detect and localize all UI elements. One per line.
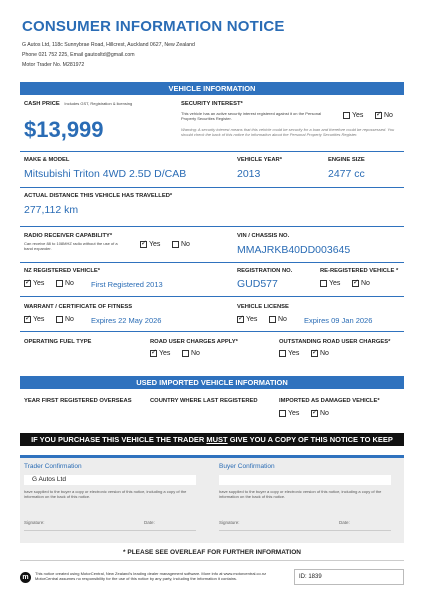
vehicle-year-value: 2013: [237, 168, 261, 180]
buyer-signature-line[interactable]: [219, 530, 391, 531]
buyer-signature-label: Signature:: [219, 520, 240, 525]
security-no-option[interactable]: ✓ No: [375, 112, 393, 119]
divider: [20, 331, 404, 332]
overleaf-notice: * PLEASE SEE OVERLEAF FOR FURTHER INFORMATION: [123, 549, 301, 556]
security-warning: Warning: A security interest means that this vehicle could be security for a loan and therefore could be repossessed. You should check the back of this notice for information about the Personal Property Securities Register.: [181, 127, 395, 137]
wof-yes-option[interactable]: ✓Yes: [24, 316, 44, 323]
damaged-no-checkbox[interactable]: [311, 410, 318, 417]
radio-capability-label: RADIO RECEIVER CAPABILITY*: [24, 233, 113, 239]
ruc-no-option[interactable]: No: [182, 350, 200, 357]
vehicle-year-label: VEHICLE YEAR*: [237, 157, 282, 163]
trader-address: G Autos Ltd, 118c Sunnybrae Road, Hillcrest, Auckland 0627, New Zealand: [22, 42, 195, 48]
distance-label: ACTUAL DISTANCE THIS VEHICLE HAS TRAVELLED*: [24, 193, 173, 199]
vin-value: MMAJRKB40DD003645: [237, 244, 351, 256]
security-interest-label: SECURITY INTEREST*: [181, 101, 243, 107]
divider: [20, 151, 404, 152]
re-registered-yes-checkbox[interactable]: [320, 280, 327, 287]
nz-registered-yes-option[interactable]: ✓Yes: [24, 280, 44, 287]
damaged-yes-option[interactable]: Yes: [279, 410, 299, 417]
licence-yes-option[interactable]: ✓Yes: [237, 316, 257, 323]
copy-notice-bar: IF YOU PURCHASE THIS VEHICLE THE TRADER MUST GIVE YOU A COPY OF THIS NOTICE TO KEEP: [20, 433, 404, 446]
damaged-yes-checkbox[interactable]: [279, 410, 286, 417]
buyer-date-label: Date:: [339, 520, 350, 525]
divider: [20, 226, 404, 227]
radio-no-option[interactable]: No: [172, 241, 190, 248]
licence-no-option[interactable]: No: [269, 316, 287, 323]
country-registered-label: COUNTRY WHERE LAST REGISTERED: [150, 398, 258, 404]
fuel-type-label: OPERATING FUEL TYPE: [24, 339, 92, 345]
ruc-apply-label: ROAD USER CHARGES APPLY*: [150, 339, 238, 345]
outstanding-ruc-yes-option[interactable]: Yes: [279, 350, 299, 357]
trader-signature-label: Signature:: [24, 520, 45, 525]
ruc-yes-checkbox[interactable]: [150, 350, 157, 357]
trader-confirmation-text: have supplied to the buyer a copy or electronic version of this notice, including a copy of the information on the back of this notice.: [24, 489, 187, 499]
damaged-vehicle-label: IMPORTED AS DAMAGED VEHICLE*: [279, 398, 380, 404]
first-registered-value: First Registered 2013: [91, 280, 163, 289]
outstanding-ruc-label: OUTSTANDING ROAD USER CHARGES*: [279, 339, 391, 345]
buyer-confirmation-text: have supplied to the buyer a copy or electronic version of this notice, including a copy of the information on the back of this notice.: [219, 489, 382, 499]
re-registered-label: RE-REGISTERED VEHICLE *: [320, 268, 399, 274]
wof-label: WARRANT / CERTIFICATE OF FITNESS: [24, 304, 133, 310]
nz-registered-label: NZ REGISTERED VEHICLE*: [24, 268, 101, 274]
trader-name-field[interactable]: G Autos Ltd: [24, 475, 196, 485]
engine-size-value: 2477 cc: [328, 168, 365, 180]
ruc-no-checkbox[interactable]: [182, 350, 189, 357]
cash-price-note: Includes GST, Registration & licensing: [64, 101, 133, 106]
cash-price-value: $13,999: [24, 117, 104, 142]
footer-disclaimer: This notice created using MotorCentral, New Zealand's leading dealer management software. More info at www.motorcentral.co.nz MotorCentral assumes no responsibility for the use of this notice by any party, including the information it contains.: [35, 571, 267, 581]
wof-no-checkbox[interactable]: [56, 316, 63, 323]
licence-expiry-value: Expires 09 Jan 2026: [304, 316, 373, 325]
re-registered-yes-option[interactable]: Yes: [320, 280, 340, 287]
imported-info-heading: USED IMPORTED VEHICLE INFORMATION: [20, 376, 404, 389]
year-overseas-label: YEAR FIRST REGISTERED OVERSEAS: [24, 398, 132, 404]
trader-contact: Phone 021 752 225, Email gautosltd@gmail.com: [22, 52, 135, 58]
notice-id: ID: 1839: [294, 569, 404, 585]
engine-size-label: ENGINE SIZE: [328, 157, 365, 163]
security-yes-checkbox[interactable]: [343, 112, 350, 119]
make-model-label: MAKE & MODEL: [24, 157, 70, 163]
licence-yes-checkbox[interactable]: [237, 316, 244, 323]
trader-date-label: Date:: [144, 520, 155, 525]
outstanding-ruc-no-checkbox[interactable]: [311, 350, 318, 357]
radio-yes-option[interactable]: ✓Yes: [140, 241, 160, 248]
security-interest-text: This vehicle has an active security interest registered against it on the Personal Property Securities Register.: [181, 111, 322, 121]
trader-signature-line[interactable]: [24, 530, 196, 531]
divider: [20, 296, 404, 297]
page-title: CONSUMER INFORMATION NOTICE: [22, 18, 285, 35]
nz-registered-yes-checkbox[interactable]: [24, 280, 31, 287]
licence-no-checkbox[interactable]: [269, 316, 276, 323]
nz-registered-no-option[interactable]: No: [56, 280, 74, 287]
divider: [20, 262, 404, 263]
outstanding-ruc-yes-checkbox[interactable]: [279, 350, 286, 357]
re-registered-no-checkbox[interactable]: [352, 280, 359, 287]
wof-yes-checkbox[interactable]: [24, 316, 31, 323]
divider: [20, 187, 404, 188]
cash-price-label: CASH PRICE Includes GST, Registration & licensing: [24, 101, 133, 107]
vehicle-info-heading: VEHICLE INFORMATION: [20, 82, 404, 95]
distance-value: 277,112 km: [24, 204, 79, 216]
nz-registered-no-checkbox[interactable]: [56, 280, 63, 287]
security-yes-option[interactable]: Yes: [343, 112, 363, 119]
registration-no-value: GUD577: [237, 278, 278, 290]
outstanding-ruc-no-option[interactable]: ✓ No: [311, 350, 329, 357]
wof-no-option[interactable]: No: [56, 316, 74, 323]
buyer-confirmation-title: Buyer Confirmation: [219, 463, 275, 470]
trader-number: Motor Trader No. M281972: [22, 62, 85, 68]
damaged-no-option[interactable]: ✓ No: [311, 410, 329, 417]
vin-label: VIN / CHASSIS NO.: [237, 233, 290, 239]
radio-capability-note: Can receive 88 to 108MHZ radio without the use of a band expander.: [24, 241, 118, 251]
radio-no-checkbox[interactable]: [172, 241, 179, 248]
radio-yes-checkbox[interactable]: [140, 241, 147, 248]
buyer-name-field[interactable]: [219, 475, 391, 485]
vehicle-licence-label: VEHICLE LICENSE: [237, 304, 289, 310]
motorcentral-logo-icon: m: [20, 572, 31, 583]
divider: [20, 560, 404, 561]
security-no-checkbox[interactable]: [375, 112, 382, 119]
re-registered-no-option[interactable]: ✓ No: [352, 280, 370, 287]
trader-confirmation-title: Trader Confirmation: [24, 463, 82, 470]
wof-expiry-value: Expires 22 May 2026: [91, 316, 162, 325]
registration-no-label: REGISTRATION NO.: [237, 268, 293, 274]
must-emphasis: MUST: [206, 435, 228, 444]
ruc-yes-option[interactable]: ✓Yes: [150, 350, 170, 357]
make-model-value: Mitsubishi Triton 4WD 2.5D D/CAB: [24, 168, 187, 180]
